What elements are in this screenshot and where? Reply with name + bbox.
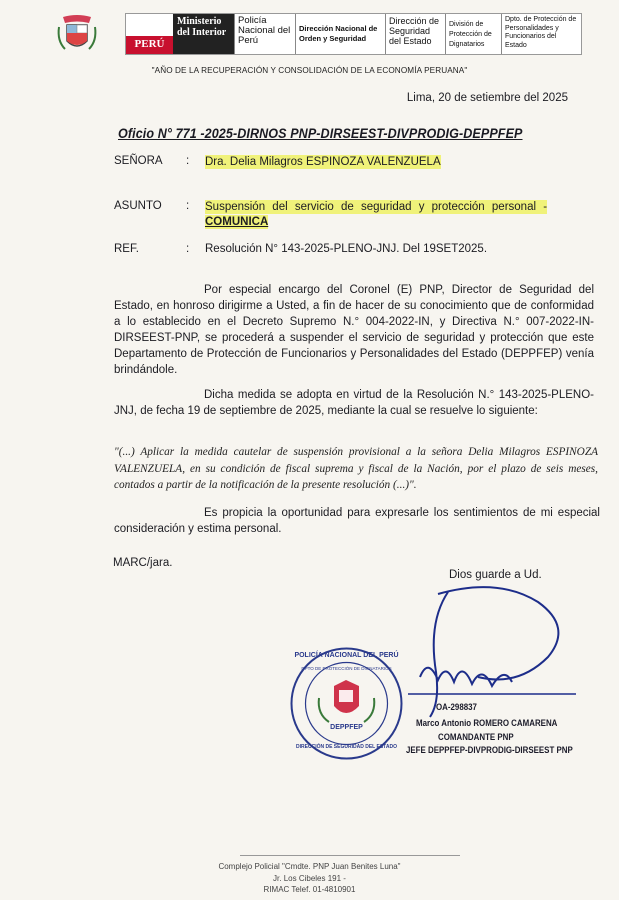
colon: : xyxy=(186,243,190,255)
body-paragraph-2: Dicha medida se adopta en virtud de la Resolución N.° 143-2025-PLENO-JNJ, de fecha 19 de septiembre de 2025, mediante la cual se resuelve lo siguiente: xyxy=(114,389,594,417)
body-paragraph-3: Es propicia la oportunidad para expresarle los sentimientos de mi especial consideración y estima personal. xyxy=(114,507,600,535)
asunto-value-line2: COMUNICA xyxy=(205,216,269,228)
oficio-number: Oficio N° 771 -2025-DIRNOS PNP-DIRSEEST-DIVPRODIG-DEPPFEP xyxy=(118,126,523,141)
peru-badge xyxy=(126,14,173,54)
header-cell-dirseest: Dirección de Seguridad del Estado xyxy=(385,14,445,54)
seal-bottom-text: DIRECCIÓN DE SEGURIDAD DEL ESTADO xyxy=(296,744,397,750)
resolution-quote: "(...) Aplicar la medida cautelar de suspensión provisional a la señora Delia Milagros ESPINOZA VALENZUELA, en su condición de fiscal suprema y fiscal de la Nación, por el plazo de seis meses, contados a partir de la notificación de la presente resolución (...)". xyxy=(114,446,598,491)
peru-coat-of-arms-icon xyxy=(55,13,99,55)
closing-salutation: Dios guarde a Ud. xyxy=(449,569,542,581)
signatory-rank: COMANDANTE PNP xyxy=(438,732,514,742)
body-paragraph-1: Por especial encargo del Coronel (E) PNP, Director de Seguridad del Estado, en honroso dirigirme a Usted, a fin de hacer de su conocimiento que de conformidad a lo establecido en el Decreto Supremo N.° 004-2022-IN, y Directiva N.° 007-2022-IN-DIRSEEST-PNP, se procederá a suspender el servicio de seguridad y protección que este Departamento de Protección de Funcionarios y Personalidades del Estado (DEPPFEP) venía brindándole. xyxy=(114,284,594,376)
ref-label: REF. xyxy=(114,243,139,255)
seal-center-text: DEPPFEP xyxy=(330,724,363,731)
seal-outer-text: POLICÍA NACIONAL DEL PERÚ xyxy=(294,652,399,659)
signatory-role: JEFE DEPPFEP-DIVPRODIG-DIRSEEST PNP xyxy=(406,745,573,755)
asunto-label: ASUNTO xyxy=(114,200,162,212)
ref-value: Resolución N° 143-2025-PLENO-JNJ. Del 19SET2025. xyxy=(205,243,488,255)
ministerio-label: Ministerio del Interior xyxy=(173,14,234,54)
senora-label: SEÑORA xyxy=(114,155,163,167)
institution-banner xyxy=(125,13,582,55)
letter-date: Lima, 20 de setiembre del 2025 xyxy=(406,92,568,104)
handwritten-signature-icon xyxy=(408,582,578,722)
header-cell-deppfep: Dpto. de Protección de Personalidades y Funcionarios del Estado xyxy=(501,14,581,54)
signatory-code: OA-298837 xyxy=(436,702,477,712)
footer-line-2: Jr. Los Cibeles 191 - xyxy=(273,874,346,883)
header-cell-divprodig: División de Protección de Dignatarios xyxy=(445,14,501,54)
seal-inner-text: DPTO DE PROTECCIÓN DE DIGNATARIOS xyxy=(301,666,392,671)
colon: : xyxy=(186,155,190,167)
senora-value: Dra. Delia Milagros ESPINOZA VALENZUELA xyxy=(205,156,441,168)
seal-text xyxy=(289,646,404,761)
footer-divider xyxy=(240,855,460,856)
header-cell-pnp: Policía Nacional del Perú xyxy=(234,14,295,54)
footer-line-1: Complejo Policial "Cmdte. PNP Juan Benites Luna" xyxy=(218,862,401,871)
colon: : xyxy=(186,200,190,212)
asunto-value-line1: Suspensión del servicio de seguridad y protección personal - xyxy=(205,201,548,213)
footer-line-3: RIMAC Telef. 01-4810901 xyxy=(263,885,356,894)
year-motto: "AÑO DE LA RECUPERACIÓN Y CONSOLIDACIÓN DE LA ECONOMÍA PERUANA" xyxy=(151,66,468,75)
peru-label: PERÚ xyxy=(134,38,165,50)
signatory-name: Marco Antonio ROMERO CAMARENA xyxy=(416,718,558,728)
letterhead xyxy=(55,13,601,55)
initials: MARC/jara. xyxy=(113,557,173,569)
header-cell-dirnos: Dirección Nacional de Orden y Seguridad xyxy=(295,14,385,54)
